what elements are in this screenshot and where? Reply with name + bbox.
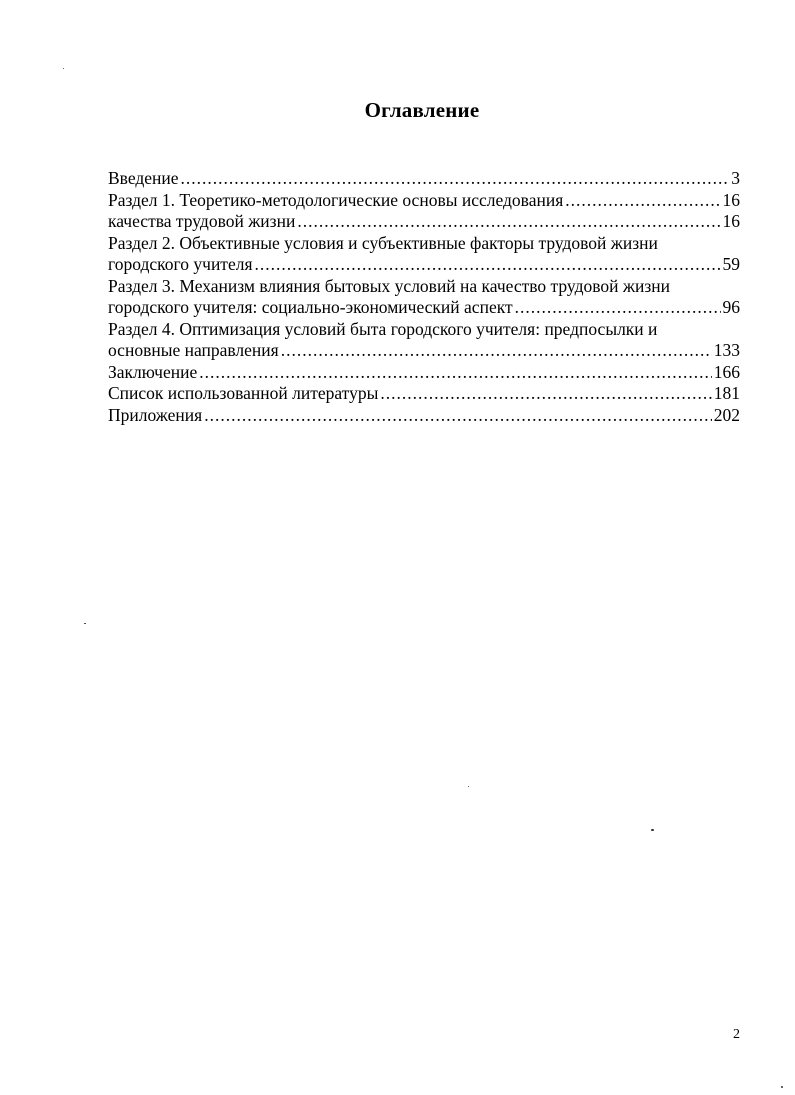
toc-entry-conclusion[interactable] xyxy=(108,362,740,384)
toc-entry-text: Список использованной литературы xyxy=(108,383,379,403)
toc-entry-page: 16 xyxy=(722,189,740,210)
dot-leader xyxy=(181,168,730,190)
toc-entry-page: 16 xyxy=(722,211,740,231)
toc-entry-text: Заключение xyxy=(108,361,198,382)
table-of-contents xyxy=(108,168,740,426)
scan-speck xyxy=(63,68,64,69)
dot-leader xyxy=(297,211,720,233)
toc-entry-text: городского учителя xyxy=(108,254,253,274)
scan-speck xyxy=(468,786,469,787)
scan-speck xyxy=(781,1086,783,1088)
toc-entry-page: 181 xyxy=(713,383,740,403)
dot-leader xyxy=(515,297,721,319)
toc-entry-page: 59 xyxy=(722,254,740,274)
toc-entry-section-3[interactable] xyxy=(108,276,740,298)
toc-entry-section-4-cont[interactable] xyxy=(108,340,740,362)
toc-entry-text: Введение xyxy=(108,168,179,188)
toc-entry-section-3-cont[interactable] xyxy=(108,297,740,319)
toc-entry-text: качества трудовой жизни xyxy=(108,211,296,231)
dot-leader xyxy=(255,254,721,276)
toc-entry-section-1-cont[interactable] xyxy=(108,211,740,233)
dot-leader xyxy=(565,190,720,212)
toc-entry-page: 3 xyxy=(731,168,740,188)
toc-entry-page: 202 xyxy=(713,404,740,425)
toc-entry-section-4[interactable] xyxy=(108,319,740,341)
dot-leader xyxy=(199,362,712,384)
toc-entry-text: Раздел 3. Механизм влияния бытовых условий на качество трудовой жизни xyxy=(108,275,670,296)
toc-entry-page: 166 xyxy=(713,361,740,382)
toc-entry-text: Раздел 4. Оптимизация условий быта городского учителя: предпосылки и xyxy=(108,318,658,339)
scan-speck xyxy=(651,829,654,831)
toc-entry-text: Раздел 2. Объективные условия и субъективные факторы трудовой жизни xyxy=(108,232,658,253)
toc-entry-text: Приложения xyxy=(108,404,203,425)
toc-entry-section-1[interactable] xyxy=(108,190,740,212)
page-number: 2 xyxy=(733,1027,740,1042)
dot-leader xyxy=(380,383,711,405)
toc-entry-introduction[interactable] xyxy=(108,168,740,190)
toc-entry-page: 96 xyxy=(722,297,740,317)
toc-entry-text: Раздел 1. Теоретико-методологические основы исследования xyxy=(108,189,564,210)
page-title: Оглавление xyxy=(364,98,480,122)
toc-entry-section-2-cont[interactable] xyxy=(108,254,740,276)
scan-speck xyxy=(84,623,86,624)
toc-entry-references[interactable] xyxy=(108,383,740,405)
toc-entry-appendices[interactable] xyxy=(108,405,740,427)
toc-entry-text: основные направления xyxy=(108,340,279,360)
dot-leader xyxy=(204,405,712,427)
toc-entry-text: городского учителя: социально-экономический аспект xyxy=(108,297,513,317)
toc-entry-page: 133 xyxy=(713,340,740,360)
toc-entry-section-2[interactable] xyxy=(108,233,740,255)
dot-leader xyxy=(281,340,712,362)
